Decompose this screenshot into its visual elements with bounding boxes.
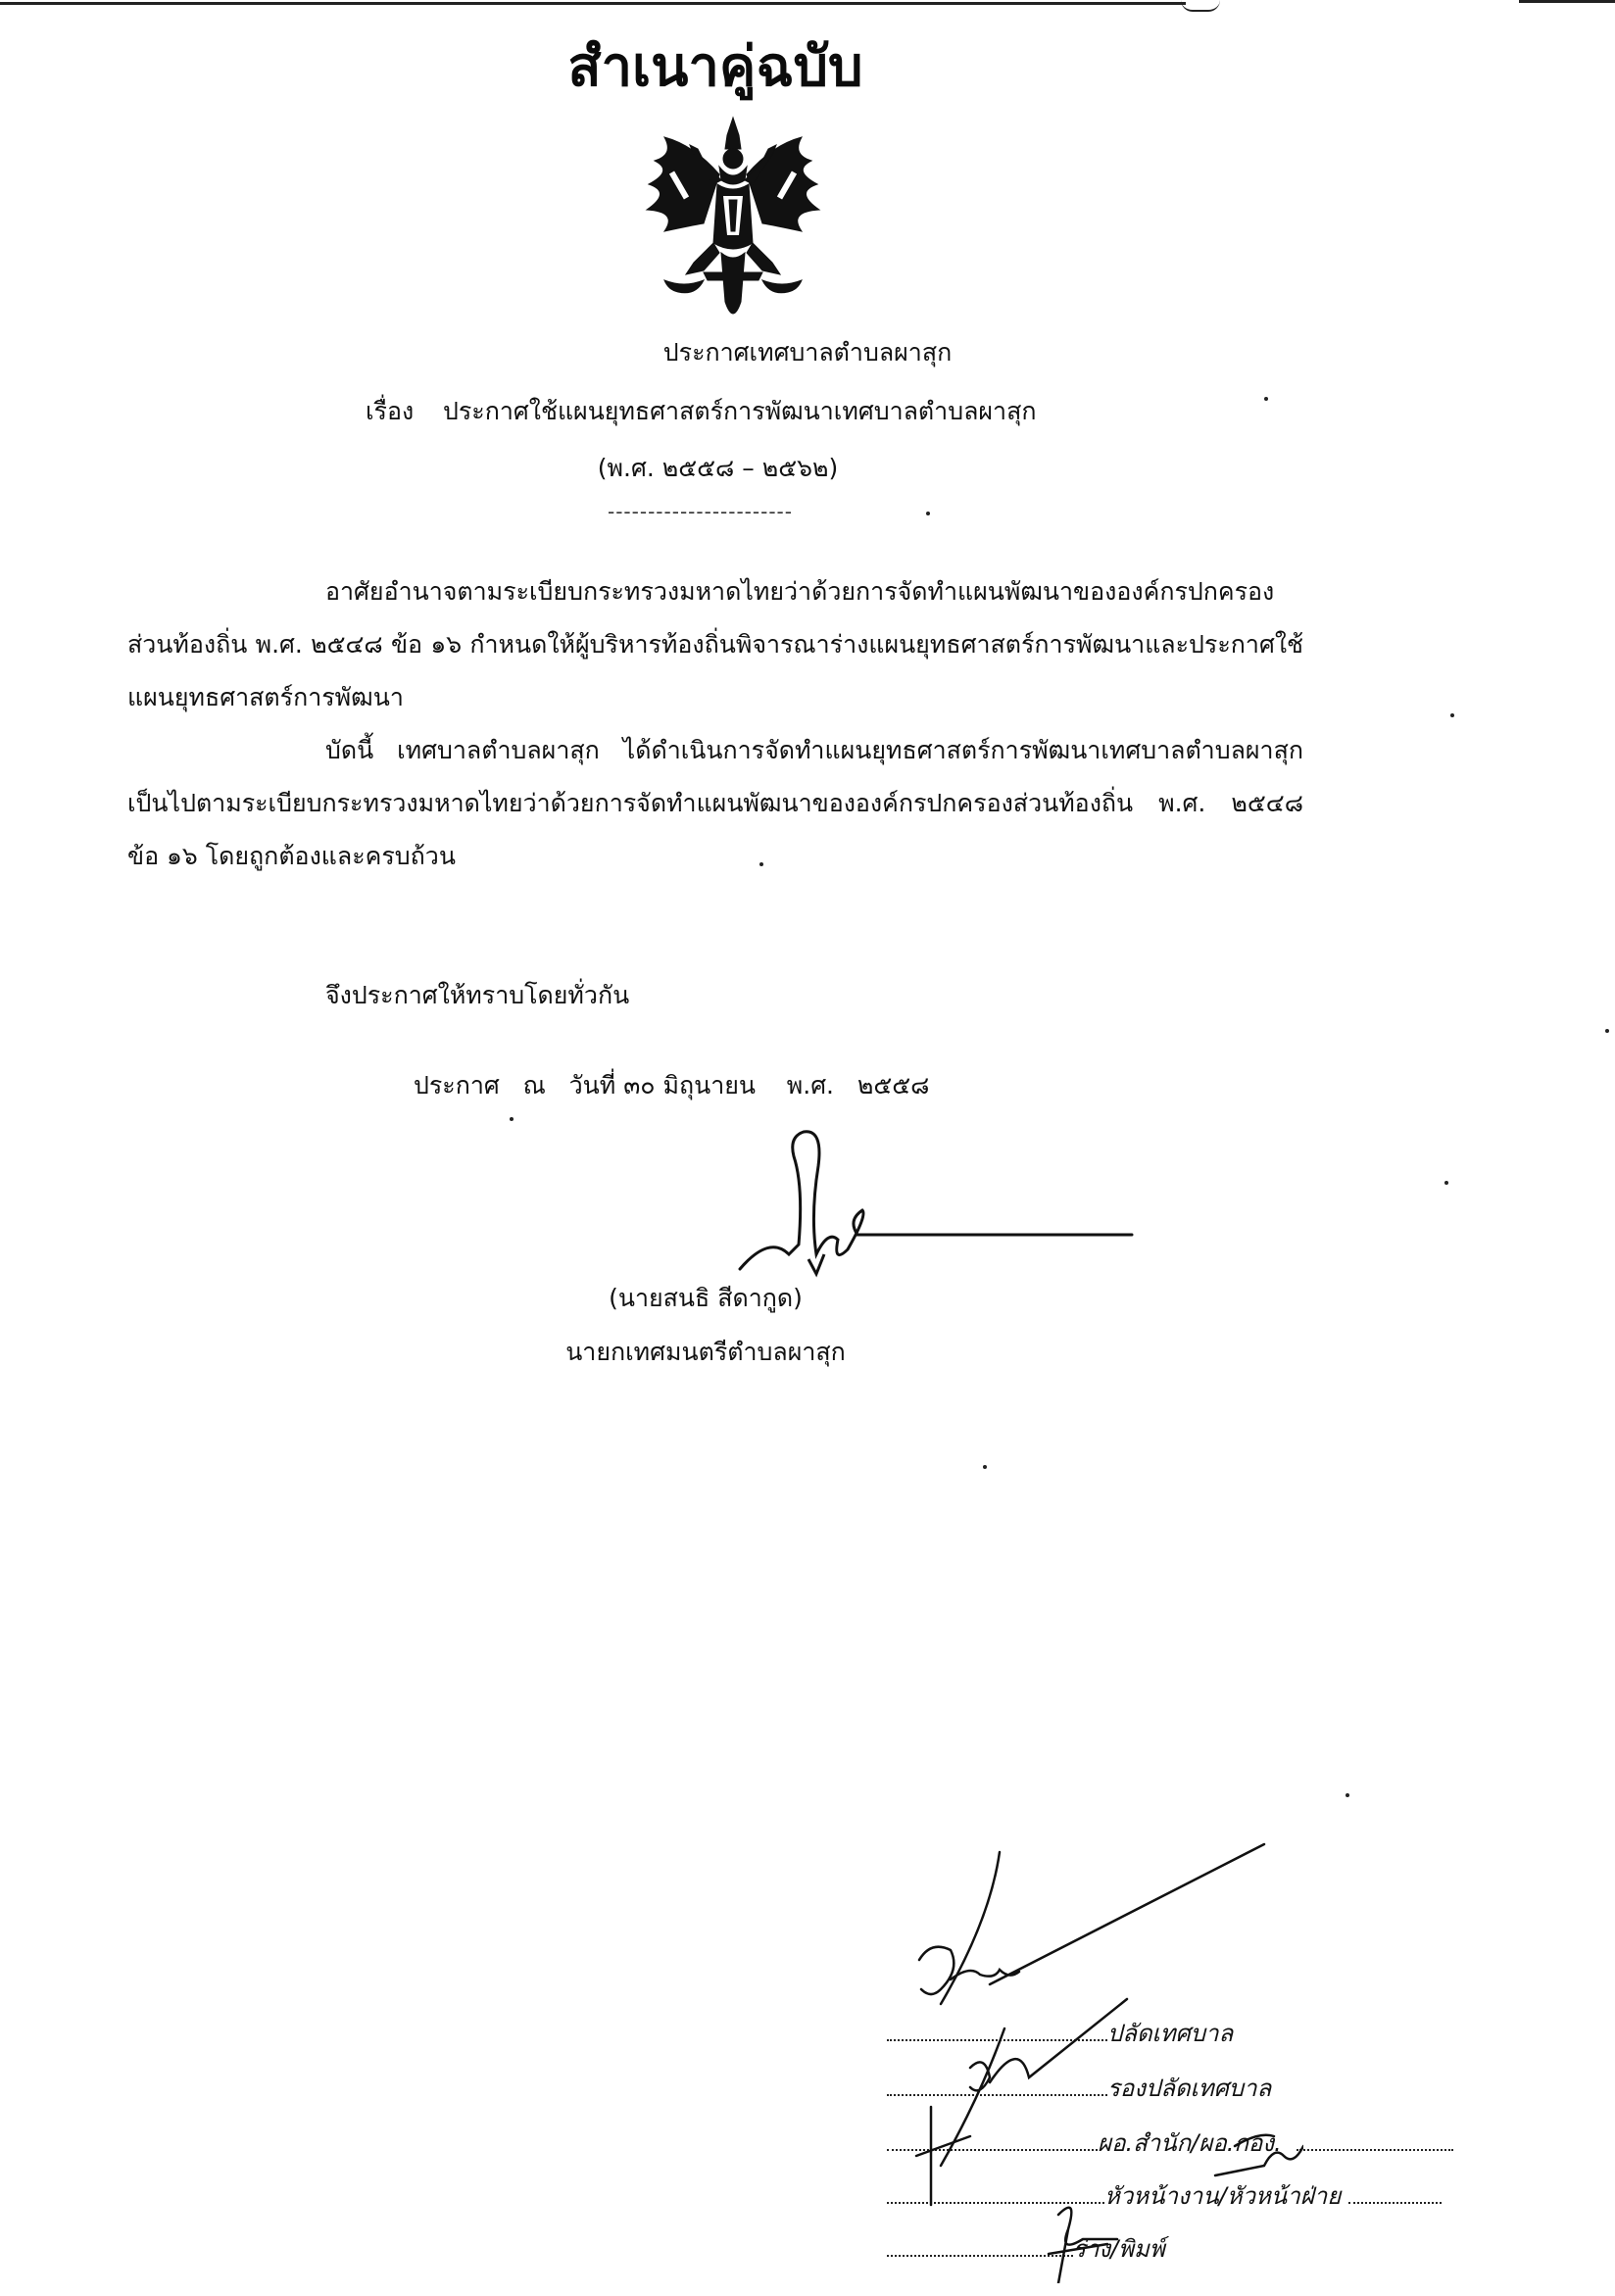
routing-initials (911, 1842, 1303, 2283)
routing-role: หัวหน้างาน/หัวหน้าฝ่าย (1104, 2182, 1342, 2210)
scan-top-border (0, 2, 1186, 5)
scan-top-mark (1181, 0, 1220, 12)
scan-speck (1346, 1793, 1349, 1797)
notice-line: จึงประกาศให้ทราบโดยทั่วกัน (325, 981, 630, 1009)
signature-line (1348, 2180, 1442, 2204)
scan-speck (1450, 713, 1454, 717)
body-paragraph-1: อาศัยอำนาจตามระเบียบกระทรวงมหาดไทยว่าด้วยการจัดทำแผนพัฒนาขององค์กรปกครองส่วนท้องถิ่น พ.ศ. ๒๕๔๘ ข้อ ๑๖ กำหนดให้ผู้บริหารท้องถิ่นพิจารณาร่างแผนยุทธศาสตร์การพัฒนาและประกาศใช้แผนยุทธศาสตร์การพัฒนา (127, 577, 1303, 711)
copy-stamp: สำเนาคู่ฉบับ (567, 34, 863, 99)
year-range: (พ.ศ. ๒๕๕๘ – ๒๕๖๒) (597, 454, 839, 482)
body-paragraph-2: บัดนี้ เทศบาลตำบลผาสุก ได้ดำเนินการจัดทำแผนยุทธศาสตร์การพัฒนาเทศบาลตำบลผาสุกเป็นไปตามระเบียบกระทรวงมหาดไทยว่าด้วยการจัดทำแผนพัฒนาขององค์กรปกครองส่วนท้องถิ่น พ.ศ. ๒๕๔๘ ข้อ ๑๖ โดยถูกต้องและครบถ้วน (127, 736, 1303, 870)
signer-position: นายกเทศมนตรีตำบลผาสุก (565, 1338, 846, 1366)
scan-speck (759, 862, 763, 866)
signature-line (1297, 2127, 1453, 2151)
scan-speck (1605, 1029, 1609, 1033)
mayor-signature (701, 1127, 1151, 1284)
signer-name: (นายสนธิ สีดากูด) (609, 1284, 803, 1312)
routing-role: ร่าง/พิมพ์ (1073, 2235, 1165, 2263)
subject-text: ประกาศใช้แผนยุทธศาสตร์การพัฒนาเทศบาลตำบลผาสุก (443, 397, 1037, 425)
routing-role: ปลัดเทศบาล (1107, 2020, 1234, 2047)
announcement-title: ประกาศเทศบาลตำบลผาสุก (662, 338, 953, 366)
subject-label: เรื่อง (366, 397, 415, 425)
routing-role: รองปลัดเทศบาล (1107, 2075, 1272, 2102)
garuda-emblem-icon (635, 116, 831, 326)
routing-role: ผอ.สำนัก/ผอ.กอง. (1098, 2129, 1282, 2157)
scan-speck (1264, 397, 1268, 401)
scan-speck (510, 1117, 514, 1121)
title-separator: ----------------------- (608, 500, 793, 523)
scan-speck (983, 1465, 987, 1469)
issue-date-line: ประกาศ ณ วันที่ ๓๐ มิถุนายน พ.ศ. ๒๕๕๘ (414, 1071, 930, 1099)
scan-top-border-right (1519, 0, 1615, 3)
scan-speck (926, 512, 930, 515)
scan-speck (1444, 1181, 1448, 1185)
